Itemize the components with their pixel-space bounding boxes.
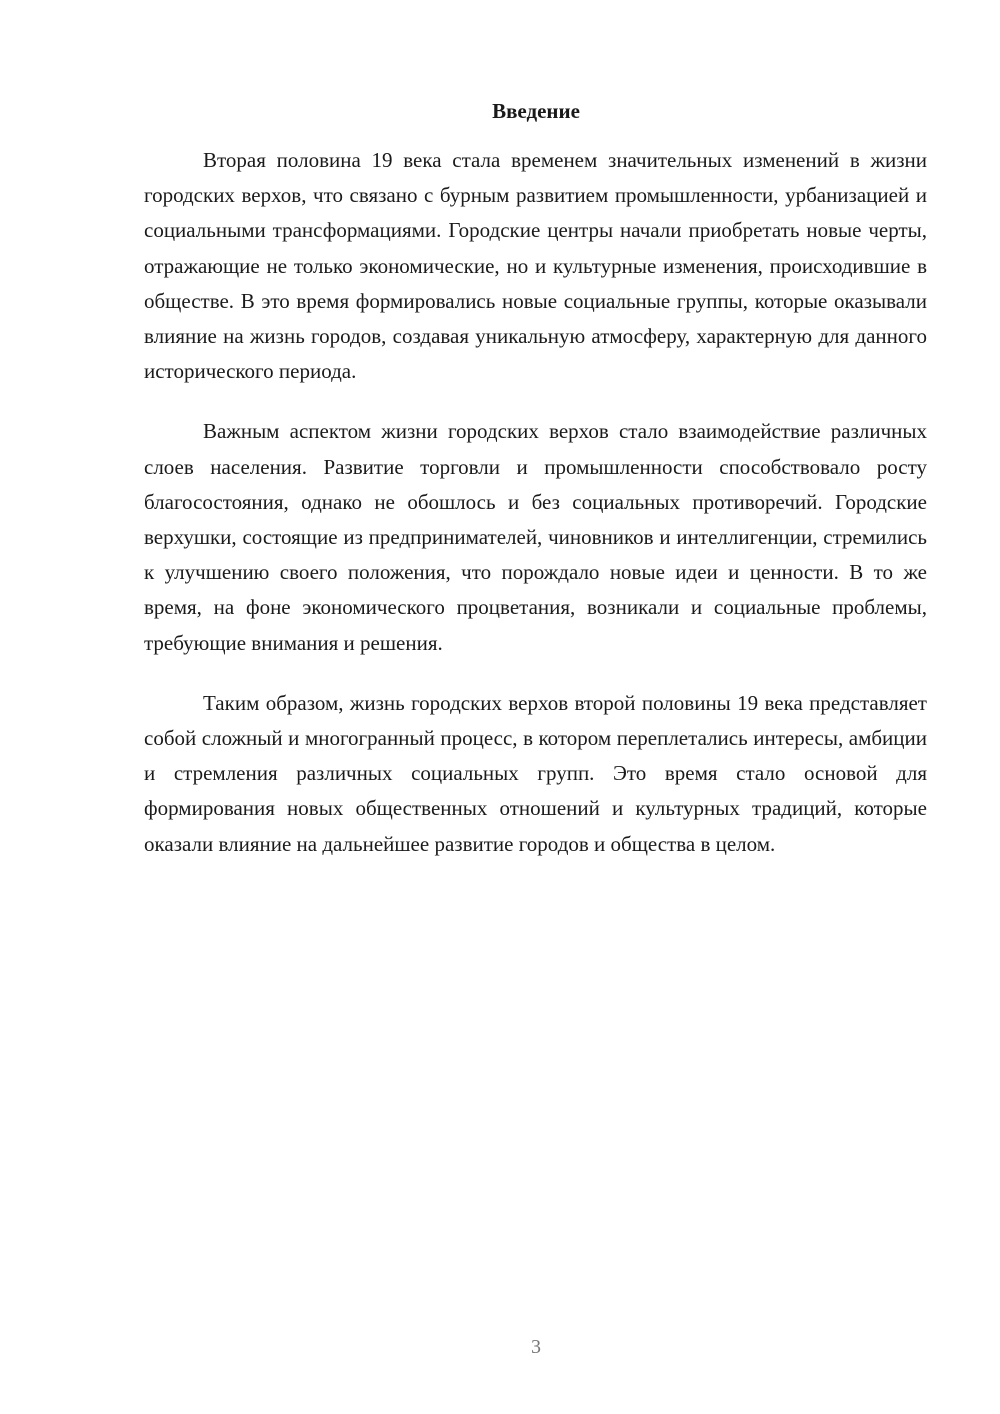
- paragraph-1: Вторая половина 19 века стала временем значительных изменений в жизни городских верхов, что связано с бурным развитием промышленности, урбанизацией и социальными трансформациями. Городские центры начали приобретать новые черты, отражающие не только экономические, но и культурные изменения, происходившие в обществе. В это время формировались новые социальные группы, которые оказывали влияние на жизнь городов, создавая уникальную атмосферу, характерную для данного исторического периода.: [144, 148, 927, 384]
- paragraph-3: Таким образом, жизнь городских верхов второй половины 19 века представляет собой сложный и многогранный процесс, в котором переплетались интересы, амбиции и стремления различных социальных групп. Это время стало основой для формирования новых общественных отношений и культурных традиций, которые оказали влияние на дальнейшее развитие городов и общества в целом.: [144, 690, 927, 856]
- paragraph-2: Важным аспектом жизни городских верхов стало взаимодействие различных слоев населения. Развитие торговли и промышленности способствовало росту благосостояния, однако не обошлось и без социальных противоречий. Городские верхушки, состоящие из предпринимателей, чиновников и интеллигенции, стремились к улучшению своего положения, что порождало новые идеи и ценности. В то же время, на фоне экономического процветания, возникали и социальные проблемы, требующие внимания и решения.: [144, 419, 927, 655]
- body-text: [144, 143, 927, 887]
- page-number: 3: [531, 1336, 541, 1358]
- section-heading: Введение: [492, 99, 580, 123]
